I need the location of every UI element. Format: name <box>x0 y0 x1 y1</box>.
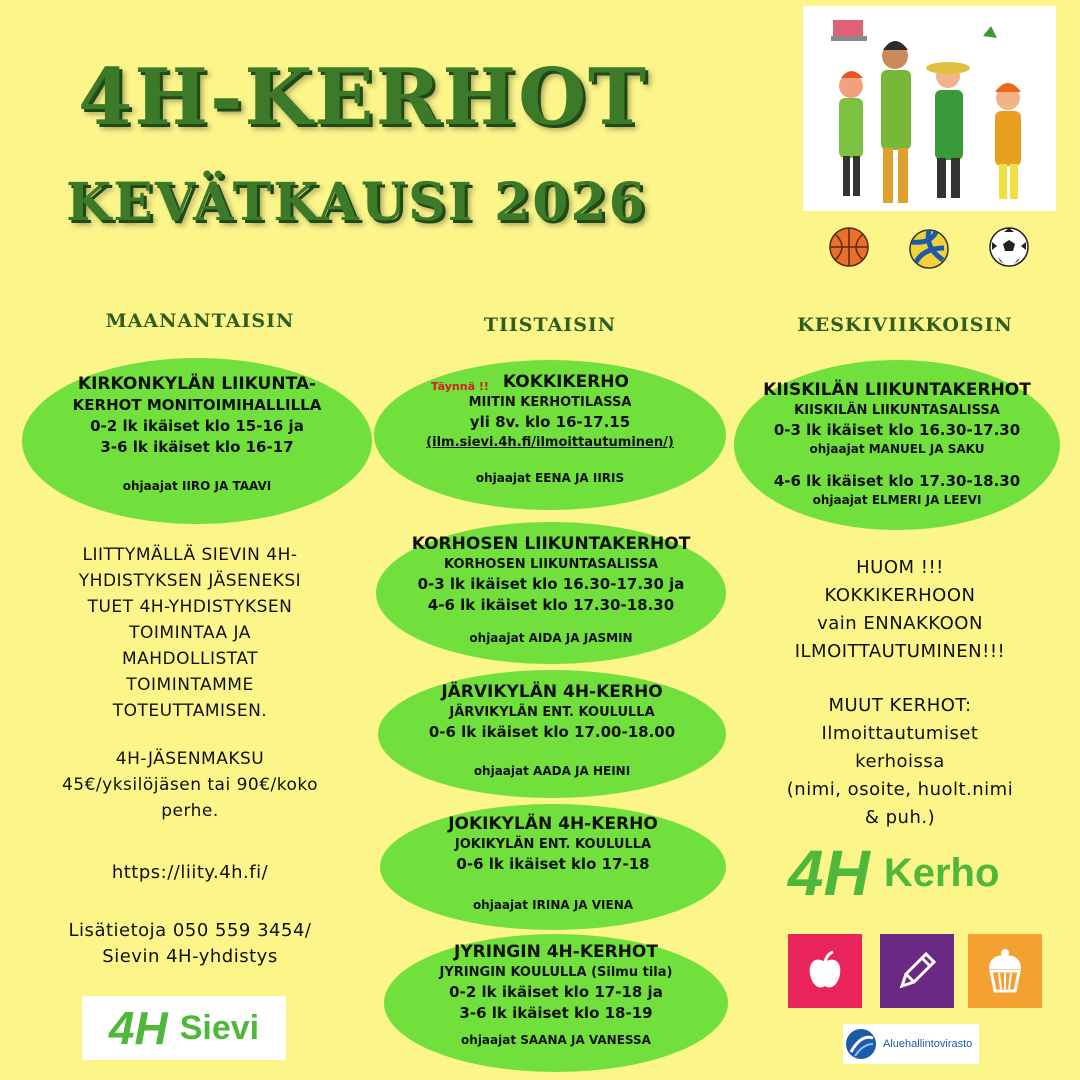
soccer-ball-icon <box>988 226 1030 272</box>
full-badge: Täynnä !! <box>431 380 489 393</box>
people-illustration <box>803 6 1056 211</box>
club-title: KOKKIKERHO <box>502 372 629 392</box>
club-location: MIITIN KERHOTILASSA <box>468 395 632 410</box>
kerho-4h-logo: 4H Kerho <box>788 837 1000 909</box>
club-leaders: ohjaajat IIRO JA TAAVI <box>122 479 272 493</box>
club-location: KORHOSEN LIIKUNTASALISSA <box>443 557 659 572</box>
volleyball-icon <box>908 228 950 274</box>
other-clubs-note: MUUT KERHOT: Ilmoittautumiset kerhoissa (nimi, osoite, huolt.nimi & puh.) <box>786 695 1014 828</box>
club-time: 0-6 lk ikäiset klo 17-18 <box>456 855 650 873</box>
membership-fee-text: 4H-JÄSENMAKSU 45€/yksilöjäsen tai 90€/koko perhe. <box>61 749 319 821</box>
club-location: KIISKILÄN LIIKUNTASALISSA <box>794 403 1000 418</box>
club-leaders: ohjaajat EENA JA IIRIS <box>475 471 625 485</box>
club-time: 0-3 lk ikäiset klo 16.30-17.30 ja <box>417 575 685 593</box>
apple-icon <box>788 934 862 1008</box>
club-title: JYRINGIN 4H-KERHOT <box>454 942 658 962</box>
club-title: KIISKILÄN LIIKUNTAKERHOT <box>763 380 1031 400</box>
contact-info: Lisätietoja 050 559 3454/ Sievin 4H-yhdistys <box>68 920 312 967</box>
club-card-kirkonkyla <box>22 358 372 524</box>
club-leaders: ohjaajat SAANA JA VANESSA <box>461 1033 651 1047</box>
club-location: JOKIKYLÄN ENT. KOULULLA <box>454 837 652 852</box>
cooking-club-note: HUOM !!! KOKKIKERHOON vain ENNAKKOON ILMOITTAUTUMINEN!!! <box>794 557 1006 662</box>
club-leaders: ohjaajat MANUEL JA SAKU <box>809 442 985 456</box>
club-time: 0-6 lk ikäiset klo 17.00-18.00 <box>428 723 676 741</box>
club-card-jokikyla <box>380 804 726 930</box>
club-title: KORHOSEN LIIKUNTAKERHOT <box>411 534 691 554</box>
basketball-icon <box>828 226 870 272</box>
column-heading-wednesday: KESKIVIIKKOISIN <box>797 314 1013 336</box>
club-card-kiiskila <box>734 360 1060 530</box>
club-time: 0-2 lk ikäiset klo 15-16 ja <box>90 417 304 435</box>
club-title: JÄRVIKYLÄN 4H-KERHO <box>441 682 663 702</box>
membership-text: LIITTYMÄLLÄ SIEVIN 4H- YHDISTYKSEN JÄSENEKSI TUET 4H-YHDISTYKSEN TOIMINTAA JA MAHDOLLISTAT TOIMINTAMME TOTEUTTAMISEN. <box>78 545 302 721</box>
club-leaders: ohjaajat AADA JA HEINI <box>473 764 631 778</box>
club-time: 0-3 lk ikäiset klo 16.30-17.30 <box>773 421 1021 439</box>
club-leaders: ohjaajat AIDA JA JASMIN <box>469 631 633 645</box>
club-card-kokkikerho <box>374 360 726 510</box>
club-card-jarvikyla <box>378 670 726 798</box>
club-title: JOKIKYLÄN 4H-KERHO <box>448 814 658 834</box>
avi-logo: Aluehallintovirasto <box>843 1024 979 1064</box>
pencil-icon <box>880 934 954 1008</box>
avi-emblem-icon <box>843 1026 879 1062</box>
club-time: yli 8v. klo 16-17.15 <box>469 413 631 431</box>
page-subtitle: KEVÄTKAUSI 2026 <box>66 172 647 233</box>
column-heading-monday: MAANANTAISIN <box>105 310 295 332</box>
registration-link[interactable]: (ilm.sievi.4h.fi/ilmoittautuminen/) <box>426 435 674 450</box>
club-location: JYRINGIN KOULULLA (Silmu tila) <box>439 965 673 980</box>
club-time: 0-2 lk ikäiset klo 17-18 ja <box>449 983 663 1001</box>
club-leaders: ohjaajat IRINA JA VIENA <box>472 898 634 912</box>
page-title: 4H-KERHOT <box>78 52 649 143</box>
club-time: 4-6 lk ikäiset klo 17.30-18.30 <box>427 596 675 614</box>
sievi-4h-logo: 4H Sievi <box>82 996 286 1060</box>
club-time: 3-6 lk ikäiset klo 18-19 <box>459 1004 653 1022</box>
column-heading-tuesday: TIISTAISIN <box>483 314 617 336</box>
club-title: KIRKONKYLÄN LIIKUNTA- <box>77 374 317 394</box>
club-title: KERHOT MONITOIMIHALLILLA <box>72 396 322 414</box>
club-card-jyrinki <box>384 934 728 1072</box>
club-card-korhonen <box>376 522 726 664</box>
club-location: JÄRVIKYLÄN ENT. KOULULLA <box>449 705 655 720</box>
club-leaders: ohjaajat ELMERI JA LEEVI <box>812 493 982 507</box>
club-time: 3-6 lk ikäiset klo 16-17 <box>100 438 294 456</box>
club-time: 4-6 lk ikäiset klo 17.30-18.30 <box>773 472 1021 490</box>
join-link[interactable]: https://liity.4h.fi/ <box>111 862 269 883</box>
cupcake-icon <box>968 934 1042 1008</box>
